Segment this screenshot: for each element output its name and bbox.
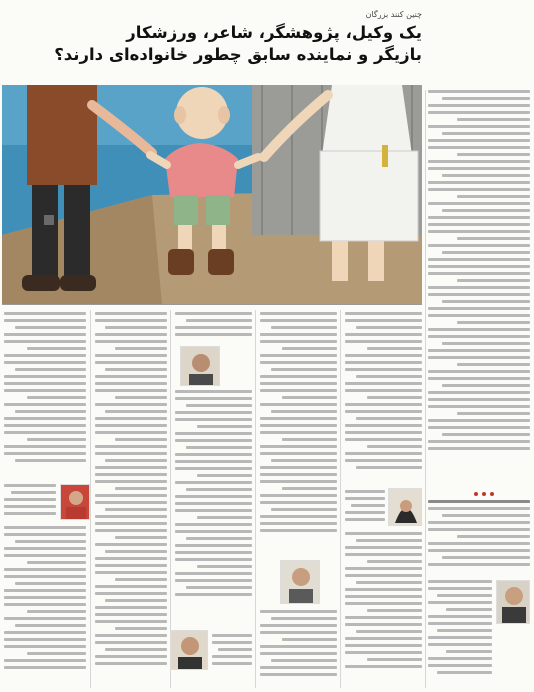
portrait-photo-6 xyxy=(496,580,530,624)
lower-column-4 xyxy=(345,312,422,487)
column-rule xyxy=(425,90,426,688)
lower-column-0-mid xyxy=(4,484,56,520)
lower-column-1 xyxy=(95,312,167,688)
lower-column-4-bottom xyxy=(345,532,422,688)
headline-line-1: یک وکیل، پژوهشگر، شاعر، ورزشکار xyxy=(126,23,422,42)
section-marker xyxy=(474,492,478,496)
lower-column-2 xyxy=(175,312,252,346)
portrait-photo-5 xyxy=(388,488,422,526)
portrait-photo-3 xyxy=(180,346,220,386)
column-rule xyxy=(255,310,256,688)
article-headline xyxy=(54,22,422,66)
section-marker xyxy=(490,492,494,496)
lower-column-0 xyxy=(4,312,86,480)
portrait-photo-1 xyxy=(60,484,90,520)
article-kicker: چنین کنند بزرگان xyxy=(365,10,422,19)
lower-column-0-bottom xyxy=(4,526,86,688)
portrait-photo-4 xyxy=(280,560,320,604)
right-column-bottom xyxy=(428,500,530,580)
headline-line-2: بازیگر و نماینده سابق چطور خانواده‌ای دارند؟ xyxy=(54,45,422,64)
lower-column-4-continued xyxy=(345,490,385,526)
right-column-top xyxy=(428,90,530,485)
lower-column-2-bottom xyxy=(212,634,252,688)
family-illustration xyxy=(2,85,422,305)
lower-column-3-bottom xyxy=(260,610,337,688)
right-column-footer xyxy=(428,580,492,688)
column-rule xyxy=(340,310,341,688)
lower-column-3 xyxy=(260,312,337,557)
column-rule xyxy=(90,310,91,688)
lower-column-2-mid xyxy=(175,390,252,630)
portrait-photo-2 xyxy=(170,630,208,670)
section-marker xyxy=(482,492,486,496)
